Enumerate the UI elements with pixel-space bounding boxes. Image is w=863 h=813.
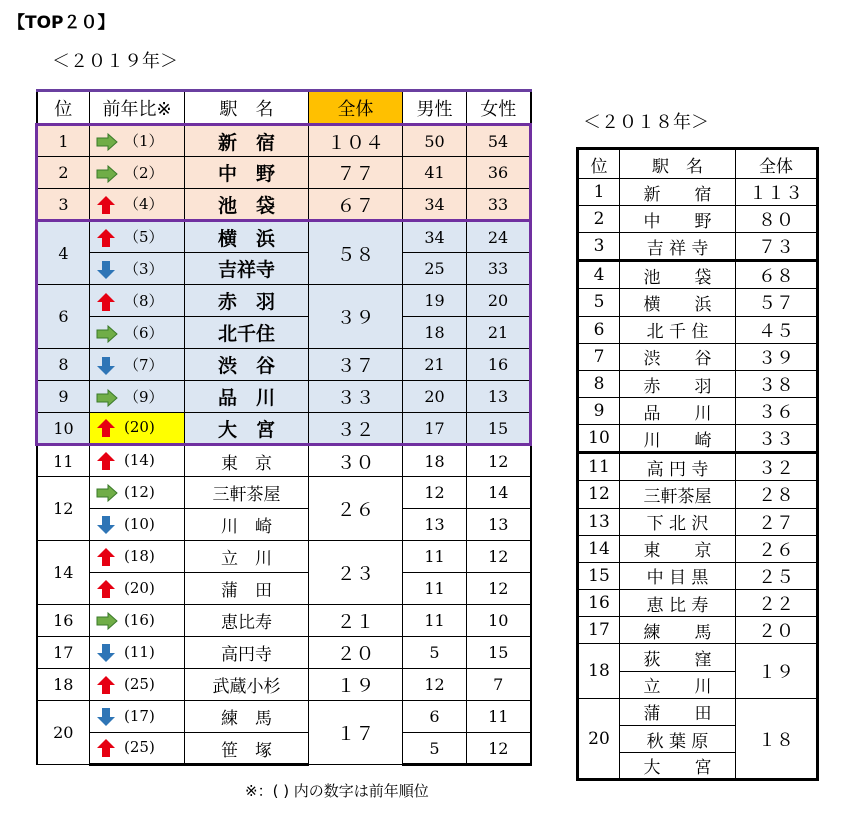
- station-name-2018: 中 野: [620, 206, 736, 233]
- arrow-down-icon: [96, 356, 118, 376]
- station-name: 高円寺: [185, 637, 309, 669]
- arrow-up-icon: [96, 228, 118, 248]
- rank-cell-2018: 12: [578, 481, 620, 508]
- female-count: 12: [467, 733, 531, 765]
- prev-rank-cell: [90, 221, 185, 253]
- male-count: 19: [403, 285, 467, 317]
- total-cell-2018: １８: [736, 698, 818, 780]
- station-name: 池 袋: [185, 189, 309, 221]
- table-row: [37, 125, 531, 157]
- table-row: [37, 413, 531, 445]
- station-name: 立 川: [185, 541, 309, 573]
- female-count: 10: [467, 605, 531, 637]
- rank-cell: 14: [37, 541, 90, 605]
- station-name: 練 馬: [185, 701, 309, 733]
- station-name: 蒲 田: [185, 573, 309, 605]
- arrow-up-icon: [96, 292, 118, 312]
- female-count: 12: [467, 541, 531, 573]
- station-name: 品 川: [185, 381, 309, 413]
- male-count: 41: [403, 157, 467, 189]
- rank-cell-2018: 6: [578, 316, 620, 343]
- total-cell-2018: ３９: [736, 343, 818, 370]
- female-count: 21: [467, 317, 531, 349]
- prev-rank-value: （6）: [124, 323, 164, 342]
- prev-rank-value: (11): [124, 642, 155, 661]
- table-row: [37, 317, 531, 349]
- total-cell: ３０: [309, 445, 403, 477]
- station-name: 新 宿: [185, 125, 309, 157]
- male-count: 11: [403, 541, 467, 573]
- total-cell-2018: ３８: [736, 370, 818, 397]
- table-row-2018: [578, 370, 818, 397]
- prev-rank-value: （3）: [124, 259, 164, 278]
- rank-cell-2018: 4: [578, 261, 620, 289]
- table-row: [37, 509, 531, 541]
- station-name: 渋 谷: [185, 349, 309, 381]
- col-header-total: 全体: [309, 91, 403, 125]
- total-cell-2018: ４５: [736, 316, 818, 343]
- col-header-name: 駅 名: [185, 91, 309, 125]
- female-count: 13: [467, 509, 531, 541]
- station-name-2018: 秋 葉 原: [620, 726, 736, 753]
- prev-rank-value: (20): [124, 418, 155, 436]
- table-row: [37, 445, 531, 477]
- total-cell-2018: ３２: [736, 453, 818, 481]
- rank-cell: 3: [37, 189, 90, 221]
- station-name: 三軒茶屋: [185, 477, 309, 509]
- station-name-2018: 新 宿: [620, 179, 736, 206]
- total-cell: １０４: [309, 125, 403, 157]
- prev-rank-cell: [90, 733, 185, 765]
- station-name-2018: 蒲 田: [620, 698, 736, 725]
- arrow-up-icon: [96, 547, 118, 567]
- rank-cell-2018: 14: [578, 535, 620, 562]
- rank-cell-2018: 11: [578, 453, 620, 481]
- prev-rank-cell: [90, 413, 185, 445]
- male-count: 34: [403, 189, 467, 221]
- prev-rank-cell: [90, 381, 185, 413]
- rank-cell-2018: 2: [578, 206, 620, 233]
- table-row-2018: [578, 562, 818, 589]
- female-count: 11: [467, 701, 531, 733]
- rank-cell-2018: 10: [578, 425, 620, 453]
- female-count: 12: [467, 573, 531, 605]
- arrow-up-icon: [96, 675, 118, 695]
- female-count: 12: [467, 445, 531, 477]
- prev-rank-value: (17): [124, 706, 155, 725]
- total-cell-2018: ２０: [736, 617, 818, 644]
- table-row-2018: [578, 698, 818, 725]
- arrow-down-icon: [96, 515, 118, 535]
- total-cell: １７: [309, 701, 403, 765]
- table-row-2018: [578, 590, 818, 617]
- table-row-2018: [578, 508, 818, 535]
- col-header-name-2018: 駅 名: [620, 149, 736, 179]
- station-name-2018: 横 浜: [620, 289, 736, 316]
- rank-cell-2018: 9: [578, 398, 620, 425]
- station-name-2018: 荻 窪: [620, 644, 736, 671]
- prev-rank-cell: [90, 189, 185, 221]
- arrow-right-icon: [96, 611, 118, 631]
- heading-2018: ＜２０１８年＞: [583, 112, 709, 133]
- rank-cell: 11: [37, 445, 90, 477]
- table-row: [37, 381, 531, 413]
- prev-rank-value: （9）: [124, 387, 164, 406]
- prev-rank-value: (25): [124, 738, 155, 756]
- station-name: 吉祥寺: [185, 253, 309, 285]
- station-name-2018: 下 北 沢: [620, 508, 736, 535]
- total-cell-2018: ２５: [736, 562, 818, 589]
- rank-cell: 16: [37, 605, 90, 637]
- male-count: 11: [403, 605, 467, 637]
- rank-cell: 20: [37, 701, 90, 765]
- arrow-up-icon: [96, 738, 118, 758]
- table-row: [37, 701, 531, 733]
- table-row-2018: [578, 289, 818, 316]
- prev-rank-value: （4）: [124, 195, 164, 213]
- station-name-2018: 高 円 寺: [620, 453, 736, 481]
- rank-cell: 2: [37, 157, 90, 189]
- prev-rank-value: （2）: [124, 163, 164, 182]
- prev-rank-value: (18): [124, 546, 155, 565]
- table-row: [37, 157, 531, 189]
- station-name: 赤 羽: [185, 285, 309, 317]
- station-name: 横 浜: [185, 221, 309, 253]
- male-count: 5: [403, 733, 467, 765]
- table-row-2018: [578, 179, 818, 206]
- arrow-down-icon: [96, 707, 118, 727]
- arrow-up-icon: [96, 579, 118, 599]
- prev-rank-value: (20): [124, 578, 155, 597]
- table-row: [37, 733, 531, 765]
- table-row-2018: [578, 398, 818, 425]
- table-row-2018: [578, 644, 818, 671]
- male-count: 17: [403, 413, 467, 445]
- table-row-2018: [578, 481, 818, 508]
- arrow-right-icon: [96, 324, 118, 344]
- table-row: [37, 541, 531, 573]
- table-row-2018: [578, 425, 818, 453]
- female-count: 33: [467, 189, 531, 221]
- rank-cell-2018: 20: [578, 698, 620, 780]
- table-row: [37, 605, 531, 637]
- prev-rank-value: （8）: [124, 291, 164, 310]
- female-count: 54: [467, 125, 531, 157]
- table-row: [37, 573, 531, 605]
- table-row-2018: [578, 206, 818, 233]
- arrow-up-icon: [96, 451, 118, 471]
- rank-cell-2018: 1: [578, 179, 620, 206]
- male-count: 34: [403, 221, 467, 253]
- total-cell-2018: ２７: [736, 508, 818, 535]
- male-count: 20: [403, 381, 467, 413]
- total-cell: ３２: [309, 413, 403, 445]
- total-cell: ３３: [309, 381, 403, 413]
- col-header-rank-2018: 位: [578, 149, 620, 179]
- female-count: 33: [467, 253, 531, 285]
- male-count: 18: [403, 445, 467, 477]
- prev-rank-cell: [90, 157, 185, 189]
- female-count: 24: [467, 221, 531, 253]
- station-name-2018: 池 袋: [620, 261, 736, 289]
- header-row-2018: [578, 149, 818, 179]
- table-row: [37, 221, 531, 253]
- station-name-2018: 大 宮: [620, 753, 736, 780]
- col-header-prev: 前年比※: [90, 91, 185, 125]
- female-count: 13: [467, 381, 531, 413]
- station-name-2018: 恵 比 寿: [620, 590, 736, 617]
- ranking-table-2018: [576, 147, 819, 781]
- rank-cell-2018: 18: [578, 644, 620, 698]
- female-count: 15: [467, 637, 531, 669]
- total-cell-2018: ２２: [736, 590, 818, 617]
- total-cell-2018: ６８: [736, 261, 818, 289]
- rank-cell-2018: 3: [578, 233, 620, 261]
- table-row-2018: [578, 233, 818, 261]
- total-cell: ３７: [309, 349, 403, 381]
- station-name-2018: 品 川: [620, 398, 736, 425]
- station-name-2018: 中 目 黒: [620, 562, 736, 589]
- prev-rank-cell: [90, 701, 185, 733]
- male-count: 18: [403, 317, 467, 349]
- arrow-down-icon: [96, 260, 118, 280]
- female-count: 16: [467, 349, 531, 381]
- male-count: 5: [403, 637, 467, 669]
- station-name: 川 崎: [185, 509, 309, 541]
- station-name: 中 野: [185, 157, 309, 189]
- rank-cell: 10: [37, 413, 90, 445]
- male-count: 50: [403, 125, 467, 157]
- rank-cell-2018: 17: [578, 617, 620, 644]
- total-cell: ７７: [309, 157, 403, 189]
- total-cell-2018: ３６: [736, 398, 818, 425]
- prev-rank-cell: [90, 253, 185, 285]
- station-name-2018: 立 川: [620, 671, 736, 698]
- prev-rank-value: (14): [124, 451, 155, 469]
- total-cell-2018: １１３: [736, 179, 818, 206]
- total-cell: ６７: [309, 189, 403, 221]
- prev-rank-cell: [90, 541, 185, 573]
- total-cell-2018: ２８: [736, 481, 818, 508]
- arrow-right-icon: [96, 388, 118, 408]
- station-name-2018: 川 崎: [620, 425, 736, 453]
- total-cell-2018: ２６: [736, 535, 818, 562]
- male-count: 21: [403, 349, 467, 381]
- table-row: [37, 253, 531, 285]
- footnote: ※：( ) 内の数字は前年順位: [245, 782, 429, 800]
- prev-rank-cell: [90, 285, 185, 317]
- prev-rank-value: （5）: [124, 228, 164, 246]
- rank-cell-2018: 5: [578, 289, 620, 316]
- prev-rank-cell: [90, 317, 185, 349]
- rank-cell: 17: [37, 637, 90, 669]
- table-row-2018: [578, 535, 818, 562]
- prev-rank-value: (12): [124, 482, 155, 501]
- station-name: 笹 塚: [185, 733, 309, 765]
- header-row: [37, 91, 531, 125]
- male-count: 11: [403, 573, 467, 605]
- col-header-female: 女性: [467, 91, 531, 125]
- female-count: 15: [467, 413, 531, 445]
- rank-cell: 12: [37, 477, 90, 541]
- total-cell-2018: ５７: [736, 289, 818, 316]
- station-name: 大 宮: [185, 413, 309, 445]
- rank-cell: 4: [37, 221, 90, 285]
- station-name: 東 京: [185, 445, 309, 477]
- ranking-table-2019: [35, 89, 532, 766]
- rank-cell-2018: 7: [578, 343, 620, 370]
- prev-rank-cell: [90, 349, 185, 381]
- prev-rank-cell: [90, 573, 185, 605]
- col-header-total-2018: 全体: [736, 149, 818, 179]
- prev-rank-cell: [90, 637, 185, 669]
- col-header-rank: 位: [37, 91, 90, 125]
- total-cell: ３９: [309, 285, 403, 349]
- table-row-2018: [578, 261, 818, 289]
- male-count: 6: [403, 701, 467, 733]
- total-cell: ５８: [309, 221, 403, 285]
- table-row-2018: [578, 316, 818, 343]
- table-row: [37, 349, 531, 381]
- female-count: 20: [467, 285, 531, 317]
- station-name-2018: 渋 谷: [620, 343, 736, 370]
- prev-rank-value: （1）: [124, 132, 164, 150]
- prev-rank-cell: [90, 509, 185, 541]
- total-cell: １９: [309, 669, 403, 701]
- female-count: 36: [467, 157, 531, 189]
- table-row: [37, 669, 531, 701]
- rank-cell: 18: [37, 669, 90, 701]
- table-row: [37, 637, 531, 669]
- prev-rank-cell: [90, 669, 185, 701]
- table-row: [37, 477, 531, 509]
- station-name-2018: 北 千 住: [620, 316, 736, 343]
- rank-cell: 8: [37, 349, 90, 381]
- station-name-2018: 練 馬: [620, 617, 736, 644]
- male-count: 12: [403, 477, 467, 509]
- male-count: 13: [403, 509, 467, 541]
- rank-cell-2018: 8: [578, 370, 620, 397]
- arrow-up-icon: [96, 418, 118, 438]
- table-row-2018: [578, 617, 818, 644]
- heading-2019: ＜２０１９年＞: [52, 51, 178, 72]
- station-name: 武蔵小杉: [185, 669, 309, 701]
- table-row: [37, 189, 531, 221]
- rank-cell-2018: 16: [578, 590, 620, 617]
- prev-rank-cell: [90, 445, 185, 477]
- table-row: [37, 285, 531, 317]
- female-count: 14: [467, 477, 531, 509]
- total-cell: ２１: [309, 605, 403, 637]
- station-name-2018: 赤 羽: [620, 370, 736, 397]
- rank-cell: 6: [37, 285, 90, 349]
- prev-rank-cell: [90, 477, 185, 509]
- total-cell-2018: ８０: [736, 206, 818, 233]
- female-count: 7: [467, 669, 531, 701]
- rank-cell: 1: [37, 125, 90, 157]
- total-cell: ２３: [309, 541, 403, 605]
- table-row-2018: [578, 453, 818, 481]
- male-count: 12: [403, 669, 467, 701]
- station-name: 北千住: [185, 317, 309, 349]
- prev-rank-value: (16): [124, 610, 155, 629]
- total-cell: ２０: [309, 637, 403, 669]
- page-title: 【TOP２０】: [8, 13, 115, 33]
- col-header-male: 男性: [403, 91, 467, 125]
- station-name-2018: 三軒茶屋: [620, 481, 736, 508]
- arrow-down-icon: [96, 643, 118, 663]
- rank-cell-2018: 13: [578, 508, 620, 535]
- total-cell: ２６: [309, 477, 403, 541]
- arrow-right-icon: [96, 483, 118, 503]
- station-name-2018: 吉 祥 寺: [620, 233, 736, 261]
- arrow-up-icon: [96, 195, 118, 215]
- total-cell-2018: １９: [736, 644, 818, 698]
- prev-rank-value: (25): [124, 674, 155, 693]
- rank-cell: 9: [37, 381, 90, 413]
- total-cell-2018: ７３: [736, 233, 818, 261]
- station-name-2018: 東 京: [620, 535, 736, 562]
- male-count: 25: [403, 253, 467, 285]
- prev-rank-cell: [90, 605, 185, 637]
- arrow-right-icon: [96, 164, 118, 184]
- rank-cell-2018: 15: [578, 562, 620, 589]
- arrow-right-icon: [96, 132, 118, 152]
- station-name: 恵比寿: [185, 605, 309, 637]
- prev-rank-value: （7）: [124, 355, 164, 374]
- prev-rank-cell: [90, 125, 185, 157]
- total-cell-2018: ３３: [736, 425, 818, 453]
- table-row-2018: [578, 343, 818, 370]
- prev-rank-value: (10): [124, 514, 155, 533]
